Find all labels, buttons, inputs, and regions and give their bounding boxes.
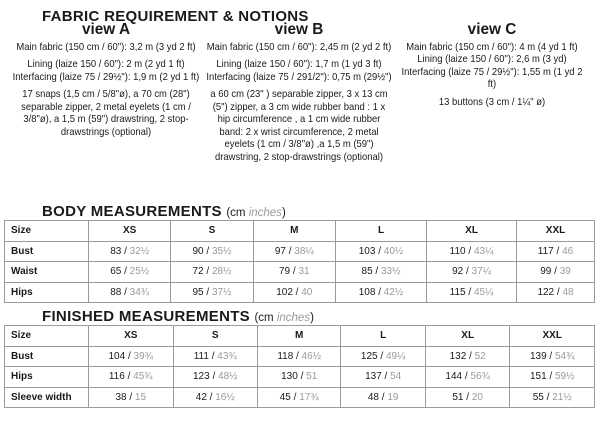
size-header-l: L [335,221,426,242]
inch-value: 31 [298,266,310,278]
unit-separator: / [375,245,384,257]
inch-value: 51 [306,371,318,383]
fabric-requirements-title: FABRIC REQUIREMENT & NOTIONS [42,8,309,25]
inch-value: 40½ [383,245,404,257]
unit-separator: / [554,286,563,298]
cm-value: 72 [192,266,204,278]
cm-value: 48 [367,391,379,403]
row-label: Hips [5,282,89,303]
view-a-title: view A [81,21,131,38]
unit-separator: / [465,286,474,298]
body-measurements-title [42,203,286,220]
cm-value: 83 [110,245,122,257]
finished-unit-close: ) [310,312,314,324]
size-header-xs: XS [89,221,171,242]
measurement-cell [517,262,595,283]
unit-separator: / [379,391,388,403]
measurement-cell [517,241,595,262]
unit-separator: / [553,245,563,257]
cm-value: 118 [277,350,294,362]
unit-separator: / [126,391,135,403]
row-label: Sleeve width [5,387,89,408]
view-b-main-fabric: Main fabric (150 cm / 60"): 2,45 m (2 yd 2 ft) [206,40,392,53]
view-b-notions: a 60 cm (23" ) separable zipper, 3 x 13 cm (5") zipper, a 3 cm wide rubber band : 1 x hip circumference , a 1 cm wide rubber band: 2 x wrist circumference, 2 metal eyelets (1 cm / 3/8"ø) ,a 1,5 m (59") drawstring, 2 stop-drawstrings (optional) [210,88,388,163]
table-header-row [5,221,595,242]
measurement-cell [510,367,595,388]
size-header-s: S [171,221,253,242]
measurement-cell [173,367,258,388]
unit-separator: / [375,286,384,298]
unit-separator: / [372,266,381,278]
unit-separator: / [546,371,555,383]
inch-value: 40 [301,286,313,298]
view-c-fabrics: Main fabric (150 cm / 60"): 4 m (4 yd 1 ft) Lining (laize 150 / 60"): 2,6 m (3 yd) Interfacing (laize 75 / 29½"): 1,55 m (1 yd 2 ft) [401,40,583,90]
cm-value: 88 [110,286,122,298]
inch-value: 59½ [554,371,575,383]
size-column-header: Size [5,326,89,347]
row-label: Waist [5,262,89,283]
body-measurements-heading: BODY MEASUREMENTS [42,203,222,220]
inch-value: 54¾ [554,350,575,362]
unit-separator: / [206,391,216,403]
measurement-cell [253,241,335,262]
unit-separator: / [290,391,300,403]
inch-value: 45¼ [473,286,494,298]
inch-value: 28½ [211,266,232,278]
inch-value: 46 [562,245,574,257]
measurement-cell [335,262,426,283]
unit-separator: / [121,245,130,257]
view-b-title: view B [274,21,324,38]
size-header-xxl: XXL [517,221,595,242]
inch-value: 39¾ [133,350,153,362]
inch-value: 45¾ [133,371,153,383]
inch-value: 54 [390,371,402,383]
table-row [5,387,595,408]
cm-value: 55 [532,391,544,403]
cm-value: 125 [360,350,378,362]
finished-unit-legend [254,312,313,324]
measurement-cell [341,367,426,388]
inch-value: 15 [134,391,147,403]
view-a-main-fabric: Main fabric (150 cm / 60"): 3,2 m (3 yd 2 ft) [16,40,196,53]
inch-value: 21½ [552,391,572,403]
body-unit-inches: inches [248,207,282,219]
measurement-cell [425,367,510,388]
cm-value: 38 [115,391,127,403]
finished-unit-cm: (cm [254,312,274,324]
measurement-cell [89,282,171,303]
cm-value: 144 [445,371,463,383]
view-a-notions: 17 snaps (1,5 cm / 5/8"ø), a 70 cm (28") separable zipper, 2 metal eyelets (1 cm / 3/8"ø), a 1,5 m (59") drawstring, 2 stop-drawstrings (optional) [21,88,191,138]
cm-value: 115 [449,286,466,298]
view-b-column [205,21,392,168]
size-header-xl: XL [425,326,510,347]
measurement-cell [258,387,341,408]
inch-value: 34¾ [129,286,150,298]
cm-value: 45 [279,391,291,403]
cm-value: 139 [529,350,547,362]
row-label: Hips [5,367,89,388]
row-label: Bust [5,241,89,262]
unit-separator: / [466,350,475,362]
unit-separator: / [125,350,134,362]
unit-separator: / [121,266,130,278]
view-c-column [397,21,588,113]
unit-separator: / [463,391,472,403]
size-header-m: M [253,221,335,242]
cm-value: 92 [452,266,464,278]
view-b-lining: Lining (laize 150 / 60"): 1,7 m (1 yd 3 ft) [216,58,382,70]
inch-value: 56¾ [470,371,490,383]
view-a-column [12,21,200,143]
cm-value: 111 [193,350,209,362]
size-header-m: M [258,326,341,347]
measurement-cell [335,282,426,303]
body-unit-cm: (cm [226,207,246,219]
cm-value: 95 [192,286,204,298]
cm-value: 51 [452,391,464,403]
inch-value: 32½ [129,245,150,257]
inch-value: 25½ [129,266,150,278]
unit-separator: / [377,350,386,362]
size-column-header: Size [5,221,89,242]
measurement-cell [335,241,426,262]
inch-value: 48½ [218,371,238,383]
unit-separator: / [293,350,302,362]
unit-separator: / [546,350,555,362]
table-row [5,262,595,283]
unit-separator: / [381,371,391,383]
measurement-cell [427,241,517,262]
cm-value: 132 [449,350,467,362]
inch-value: 52 [474,350,486,362]
inch-value: 20 [471,391,483,403]
measurement-cell [253,262,335,283]
measurement-cell [258,367,341,388]
measurement-cell [89,346,174,367]
size-header-l: L [341,326,426,347]
finished-unit-inches: inches [276,312,311,324]
size-header-s: S [173,326,258,347]
cm-value: 151 [529,371,547,383]
unit-separator: / [209,371,219,383]
unit-separator: / [203,245,212,257]
measurement-cell [517,282,595,303]
cm-value: 97 [274,245,286,257]
size-header-xl: XL [427,221,517,242]
unit-separator: / [297,371,307,383]
inch-value: 43¼ [473,245,494,257]
unit-separator: / [121,286,130,298]
body-unit-close: ) [281,207,286,219]
measurement-cell [89,241,171,262]
unit-separator: / [124,371,134,383]
cm-value: 130 [281,371,298,383]
finished-measurements-title [42,308,314,325]
measurement-cell [341,387,426,408]
measurement-cell [427,262,517,283]
view-a-interfacing: Interfacing (laize 75 / 29½"): 1,9 m (2 yd 1 ft) [12,70,200,83]
unit-separator: / [551,266,560,278]
inch-value: 43¾ [217,350,237,362]
unit-separator: / [292,286,302,298]
inch-value: 42½ [383,286,404,298]
unit-separator: / [203,266,212,278]
cm-value: 117 [537,245,554,257]
cm-value: 104 [108,350,126,362]
cm-value: 122 [537,286,555,298]
unit-separator: / [465,245,474,257]
cm-value: 65 [110,266,122,278]
cm-value: 108 [358,286,376,298]
unit-separator: / [208,350,218,362]
measurement-cell [253,282,335,303]
table-row [5,346,595,367]
inch-value: 49¼ [385,350,406,362]
inch-value: 33½ [381,266,401,278]
measurement-cell [425,346,510,367]
measurement-cell [510,346,595,367]
inch-value: 37½ [211,286,232,298]
cm-value: 116 [108,371,125,383]
inch-value: 46½ [301,350,322,362]
measurement-cell [171,262,253,283]
unit-separator: / [290,266,299,278]
inch-value: 38¼ [294,245,314,257]
inch-value: 39 [559,266,571,278]
size-header-xxl: XXL [510,326,595,347]
view-c-title: view C [467,21,517,38]
table-header-row [5,326,595,347]
table-row [5,367,595,388]
measurement-cell [173,346,258,367]
cm-value: 137 [365,371,382,383]
cm-value: 103 [358,245,376,257]
measurement-cell [89,262,171,283]
unit-separator: / [463,266,472,278]
table-row [5,282,595,303]
cm-value: 85 [361,266,373,278]
body-measurements-table [4,220,595,303]
view-c-notions: 13 buttons (3 cm / 1¼" ø) [438,95,546,108]
cm-value: 79 [278,266,291,278]
cm-value: 102 [276,286,293,298]
inch-value: 17¾ [299,391,319,403]
measurement-cell [171,241,253,262]
measurement-cell [89,367,174,388]
inch-value: 35½ [211,245,232,257]
unit-separator: / [543,391,553,403]
measurement-cell [258,346,341,367]
measurement-cell [89,387,174,408]
measurement-cell [427,282,517,303]
unit-separator: / [285,245,295,257]
finished-measurements-heading: FINISHED MEASUREMENTS [42,308,250,325]
inch-value: 19 [387,391,399,403]
cm-value: 123 [193,371,210,383]
view-a-lining: Lining (laize 150 / 60"): 2 m (2 yd 1 ft) [27,58,185,70]
measurement-cell [171,282,253,303]
measurement-cell [173,387,258,408]
cm-value: 90 [192,245,204,257]
view-b-interfacing: Interfacing (laize 75 / 291/2"): 0,75 m (29½") [206,70,392,83]
body-unit-legend [226,207,285,219]
unit-separator: / [203,286,212,298]
cm-value: 99 [540,266,552,278]
measurement-cell [341,346,426,367]
cm-value: 110 [449,245,466,257]
unit-separator: / [462,371,471,383]
finished-measurements-table [4,325,595,408]
inch-value: 37¼ [471,266,492,278]
inch-value: 16½ [215,391,235,403]
size-header-xs: XS [89,326,174,347]
inch-value: 48 [562,286,574,298]
measurement-cell [510,387,595,408]
row-label: Bust [5,346,89,367]
measurement-cell [425,387,510,408]
table-row [5,241,595,262]
cm-value: 42 [195,391,207,403]
